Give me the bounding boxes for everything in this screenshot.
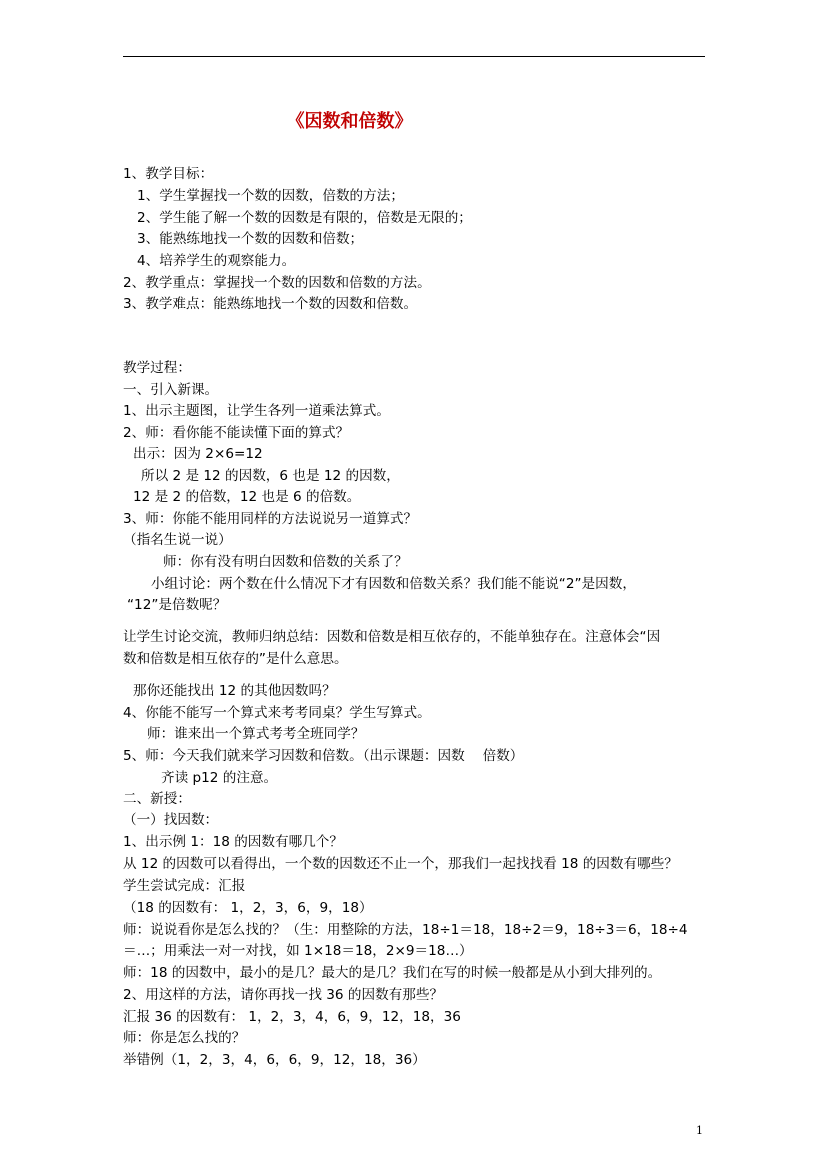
text-line: （18 的因数有： 1，2，3，6，9，18） — [123, 900, 373, 916]
text-line: 12 是 2 的倍数，12 也是 6 的倍数。 — [133, 489, 361, 505]
document-title: 《因数和倍数》 — [286, 111, 413, 132]
text-line: 5、师：今天我们就来学习因数和倍数。（出示课题：因数 倍数） — [123, 748, 524, 764]
text-line: 2、学生能了解一个数的因数是有限的，倍数是无限的； — [137, 210, 472, 226]
text-line: 2、教学重点：掌握找一个数的因数和倍数的方法。 — [123, 275, 431, 291]
text-line: 小组讨论：两个数在什么情况下才有因数和倍数关系？我们能不能说“2”是因数， — [151, 576, 636, 592]
text-line: 师：18 的因数中，最小的是几？最大的是几？我们在写的时候一般都是从小到大排列的。 — [123, 965, 662, 981]
text-line: 师：你有没有明白因数和倍数的关系了？ — [163, 554, 408, 570]
text-line: 师：谁来出一个算式考考全班同学？ — [147, 726, 365, 742]
text-line: 3、师：你能不能用同样的方法说说另一道算式？ — [123, 511, 418, 527]
text-line: 齐读 p12 的注意。 — [161, 770, 278, 786]
text-line: 2、用这样的方法，请你再找一找 36 的因数有那些？ — [123, 987, 444, 1003]
text-line: （一）找因数： — [123, 812, 219, 828]
text-line: 汇报 36 的因数有： 1，2，3，4，6，9，12，18，36 — [123, 1009, 461, 1025]
text-line: 1、学生掌握找一个数的因数，倍数的方法； — [137, 188, 404, 204]
text-line: 4、你能不能写一个算式来考考同桌？学生写算式。 — [123, 705, 431, 721]
text-line: 那你还能找出 12 的其他因数吗？ — [133, 683, 336, 699]
header-rule — [123, 56, 705, 57]
text-line: ＝…；用乘法一对一对找，如 1×18＝18，2×9＝18…） — [123, 943, 473, 959]
text-line: 3、教学难点：能熟练地找一个数的因数和倍数。 — [123, 296, 418, 312]
text-line: 学生尝试完成：汇报 — [123, 878, 246, 894]
text-line: 二、新授： — [123, 791, 191, 807]
text-line: 所以 2 是 12 的因数，6 也是 12 的因数， — [141, 468, 400, 484]
text-line: 一、引入新课。 — [123, 382, 219, 398]
text-line: 让学生讨论交流，教师归纳总结：因数和倍数是相互依存的，不能单独存在。注意体会“因 — [123, 629, 661, 645]
text-line: 数和倍数是相互依存的”是什么意思。 — [123, 651, 348, 667]
text-line: 1、出示例 1：18 的因数有哪几个？ — [123, 834, 343, 850]
text-line: 1、出示主题图，让学生各列一道乘法算式。 — [123, 403, 390, 419]
text-line: 师：你是怎么找的？ — [123, 1030, 246, 1046]
text-line: 出示：因为 2×6=12 — [133, 446, 263, 462]
text-line: （指名生说一说） — [123, 532, 232, 548]
text-line: 2、师：看你能不能读懂下面的算式？ — [123, 425, 350, 441]
text-line: 师：说说看你是怎么找的？（生：用整除的方法，18÷1＝18，18÷2＝9，18÷3＝6，18÷4 — [123, 922, 688, 938]
text-line: 从 12 的因数可以看得出，一个数的因数还不止一个，那我们一起找找看 18 的因数有哪些？ — [123, 856, 678, 872]
text-line: 教学过程： — [123, 360, 191, 376]
text-line: “12”是倍数呢？ — [127, 597, 227, 613]
text-line: 1、教学目标： — [123, 166, 214, 182]
text-line: 举错例（1，2，3，4，6，6，9，12，18，36） — [123, 1052, 426, 1068]
text-line: 4、培养学生的观察能力。 — [137, 253, 296, 269]
page-number: 1 — [696, 1124, 703, 1137]
text-line: 3、能熟练地找一个数的因数和倍数； — [137, 231, 364, 247]
